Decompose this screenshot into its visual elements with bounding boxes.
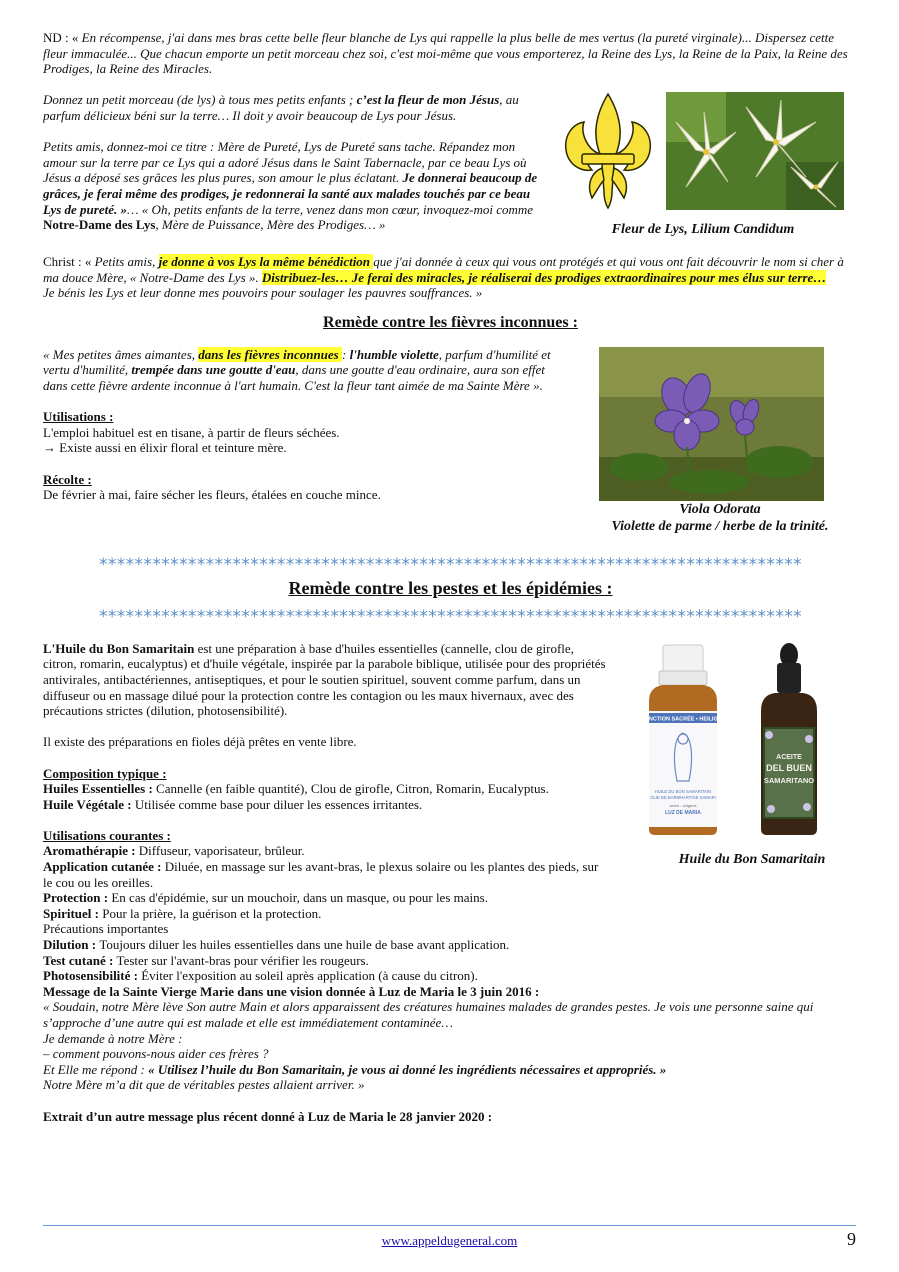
message-title: Message de la Sainte Vierge Marie dans une vision donnée à Luz de Maria le 3 juin 2016 : bbox=[43, 983, 540, 999]
use-line-1: Aromathérapie : Diffuseur, vaporisateur, brûleur. bbox=[43, 843, 305, 859]
composition-title: Composition typique : bbox=[43, 765, 167, 781]
usage-title: Utilisations : bbox=[43, 409, 114, 425]
use-line-3: Protection : En cas d'épidémie, sur un mouchoir, dans un masque, ou pour les mains. bbox=[43, 890, 488, 906]
precaution-line-1: Dilution : Toujours diluer les huiles essentielles dans une huile de base avant application. bbox=[43, 937, 510, 953]
violet-caption-2: Violette de parme / herbe de la trinité. bbox=[611, 518, 829, 534]
plague-heading: Remède contre les pestes et les épidémies : bbox=[288, 577, 613, 598]
lys-paragraph-1: Donnez un petit morceau (de lys) à tous mes petits enfants ; c’est la fleur de mon Jésus, au parfum délicieux béni sur la terre… Il doit y avoir beaucoup de Lys pour Jésus. bbox=[43, 92, 519, 123]
lys-caption: Fleur de Lys, Lilium Candidum bbox=[611, 222, 795, 238]
svg-text:LUZ DE MARIA: LUZ DE MARIA bbox=[665, 809, 701, 816]
usage-line-2: → Existe aussi en élixir floral et teinture mère. bbox=[43, 440, 287, 456]
document-page bbox=[43, 30, 858, 1124]
fevers-quote: « Mes petites âmes aimantes, dans les fièvres inconnues : l'humble violette, parfum d'humilité et vertu d'humilité, trempée dans une goutte d'eau, dans une goutte d'eau ordinaire, aura son effet dans cette fièvre ardente inconnue à l'art humain. C'est la fleur tant aimée de ma Sainte Mère ». bbox=[43, 346, 551, 393]
svg-text:SAMARITANO: SAMARITANO bbox=[763, 775, 815, 785]
precaution-line-3: Photosensibilité : Éviter l'exposition au soleil après application (à cause du citron). bbox=[43, 968, 478, 984]
fevers-text bbox=[43, 347, 565, 535]
footer-link[interactable]: www.appeldugeneral.com bbox=[381, 1233, 518, 1248]
composition-line-2: Huile Végétale : Utilisée comme base pour diluer les essences irritantes. bbox=[43, 796, 423, 812]
separator-top: ******************************************************************************* bbox=[98, 554, 803, 575]
message-line-2: Je demande à notre Mère : bbox=[43, 1030, 183, 1046]
fevers-heading: Remède contre les fièvres inconnues : bbox=[323, 313, 578, 331]
message-line-5: Notre Mère m’a dit que de véritables pestes allaient arriver. » bbox=[43, 1077, 365, 1093]
usage-line-1: L'emploi habituel est en tisane, à partir de fleurs séchées. bbox=[43, 424, 340, 440]
message-line-4: Et Elle me répond : « Utilisez l’huile du Bon Samaritain, je vous ai donné les ingrédients nécessaires et appropriés. » bbox=[43, 1061, 667, 1077]
violet-caption-1: Viola Odorata bbox=[679, 501, 761, 517]
svg-text:selon - volgens: selon - volgens bbox=[669, 802, 697, 808]
christ-paragraph-end: Je bénis les Lys et leur donne mes pouvoirs pour soulager les pauvres souffrances. » bbox=[43, 285, 483, 301]
message-line-3: – comment pouvons-nous aider ces frères ? bbox=[43, 1046, 269, 1062]
oil-bottles-photo bbox=[643, 641, 833, 841]
svg-text:OLIE DE BARMHARTIGE SAMARI: OLIE DE BARMHARTIGE SAMARI bbox=[650, 794, 716, 800]
violet-figure bbox=[590, 347, 850, 535]
nd-paragraph bbox=[43, 30, 858, 77]
svg-text:HUILE DU BON SAMARITAIN: HUILE DU BON SAMARITAIN bbox=[654, 788, 712, 794]
lys-section bbox=[43, 92, 858, 238]
harvest-title: Récolte : bbox=[43, 471, 92, 487]
composition-line-1: Huiles Essentielles : Cannelle (en faible quantité), Clou de girofle, Citron, Romarin, Eucalyptus. bbox=[43, 781, 549, 797]
christ-paragraph: Christ : « Petits amis, je donne à vos Lys la même bénédiction que j'ai donnée à ceux qui vous ont protégés et qui vous ont fait découvrir le nom si cher à ma douce Mère, « Notre-Dame des Lys ». Distribuez-les… Je ferai des miracles, je réaliserai des prodiges extraordinaires pour mes élus sur terre… bbox=[43, 253, 844, 285]
oil-text bbox=[43, 641, 608, 891]
oil-intro: L'Huile du Bon Samaritain est une préparation à base d'huiles essentielles (cannelle, clou de girofle, citron, romarin, eucalyptus) et d'huile végétale, inspirée par la parabole biblique, utilisée pour des propriétés antivirales, antibactériennes, antiseptiques, et pour le soutien spirituel, souvent comme parfum, dans un diffuseur ou en massage dilué pour la protection contre les contagion ou les maux hivernaux, avec des précautions strictes (dilution, photosensibilité). bbox=[43, 640, 606, 719]
extract-title: Extrait d’un autre message plus récent donné à Luz de Maria le 28 janvier 2020 : bbox=[43, 1108, 493, 1124]
harvest-line: De février à mai, faire sécher les fleurs, étalées en couche mince. bbox=[43, 487, 381, 503]
lys-figure bbox=[562, 92, 844, 238]
separator-bottom: ******************************************************************************* bbox=[98, 606, 803, 627]
oil-section bbox=[43, 641, 858, 891]
fleur-de-lys-icon bbox=[562, 92, 654, 212]
precautions-title: Précautions importantes bbox=[43, 921, 169, 937]
svg-text:ACEITE: ACEITE bbox=[776, 753, 802, 761]
lys-paragraph-2: Petits amis, donnez-moi ce titre : Mère de Pureté, Lys de Pureté sans tache. Répandez mon amour sur la terre par ce Lys qui a adoré Jésus dans le Saint Tabernacle, par ce beau Lys où Jésus a déposé ses grâces les plus pures, son amour le plus éclatant. Je donnerai beaucoup de grâces, je ferai même des prodiges, je redonnerai la santé aux malades touchés par ce beau Lys de pureté. »… « Oh, petits enfants de la terre, venez dans mon cœur, invoquez-moi comme Notre-Dame des Lys, Mère de Puissance, Mère des Prodiges… » bbox=[43, 139, 538, 233]
precaution-line-2: Test cutané : Tester sur l'avant-bras pour vérifier les rougeurs. bbox=[43, 952, 369, 968]
oil-figure bbox=[628, 641, 848, 891]
svg-text:ONCTION SACRÉE • HEILIGE: ONCTION SACRÉE • HEILIGE bbox=[644, 716, 722, 723]
oil-caption: Huile du Bon Samaritain bbox=[678, 851, 826, 867]
lys-text bbox=[43, 92, 543, 238]
nd-prefix: ND : « bbox=[43, 30, 82, 45]
use-line-4: Spirituel : Pour la prière, la guérison et la protection. bbox=[43, 905, 322, 921]
page-number: 9 bbox=[847, 1229, 856, 1249]
fevers-section bbox=[43, 347, 858, 535]
svg-text:DEL BUEN: DEL BUEN bbox=[766, 762, 812, 773]
lily-photo bbox=[666, 92, 844, 210]
footer-divider bbox=[43, 1225, 856, 1226]
violet-photo bbox=[599, 347, 824, 501]
oil-availability: Il existe des préparations en fioles déjà prêtes en vente libre. bbox=[43, 734, 357, 750]
nd-text: En récompense, j'ai dans mes bras cette belle fleur blanche de Lys qui rappelle la plus belle de mes vertus (la pureté virginale)... Dispersez cette fleur immaculée... Que chacun emporte un petit morceau chez soi, c'est moi-même que vous emporterez, la Reine des Lys, la Reine de la Paix, la Reine des Prodiges, la Reine des Miracles. bbox=[43, 30, 848, 77]
uses-title: Utilisations courantes : bbox=[43, 827, 171, 843]
message-line-1: « Soudain, notre Mère lève Son autre Main et alors apparaissent des créatures humaines malades de grandes pestes. Je vois une personne saine qui s’approche d’une autre qui est malade et elle est immédiatement contaminée… bbox=[43, 999, 814, 1030]
use-line-2: Application cutanée : Diluée, en massage sur les avant-bras, le plexus solaire ou les plantes des pieds, sur le cou ou les oreilles. bbox=[43, 859, 599, 890]
